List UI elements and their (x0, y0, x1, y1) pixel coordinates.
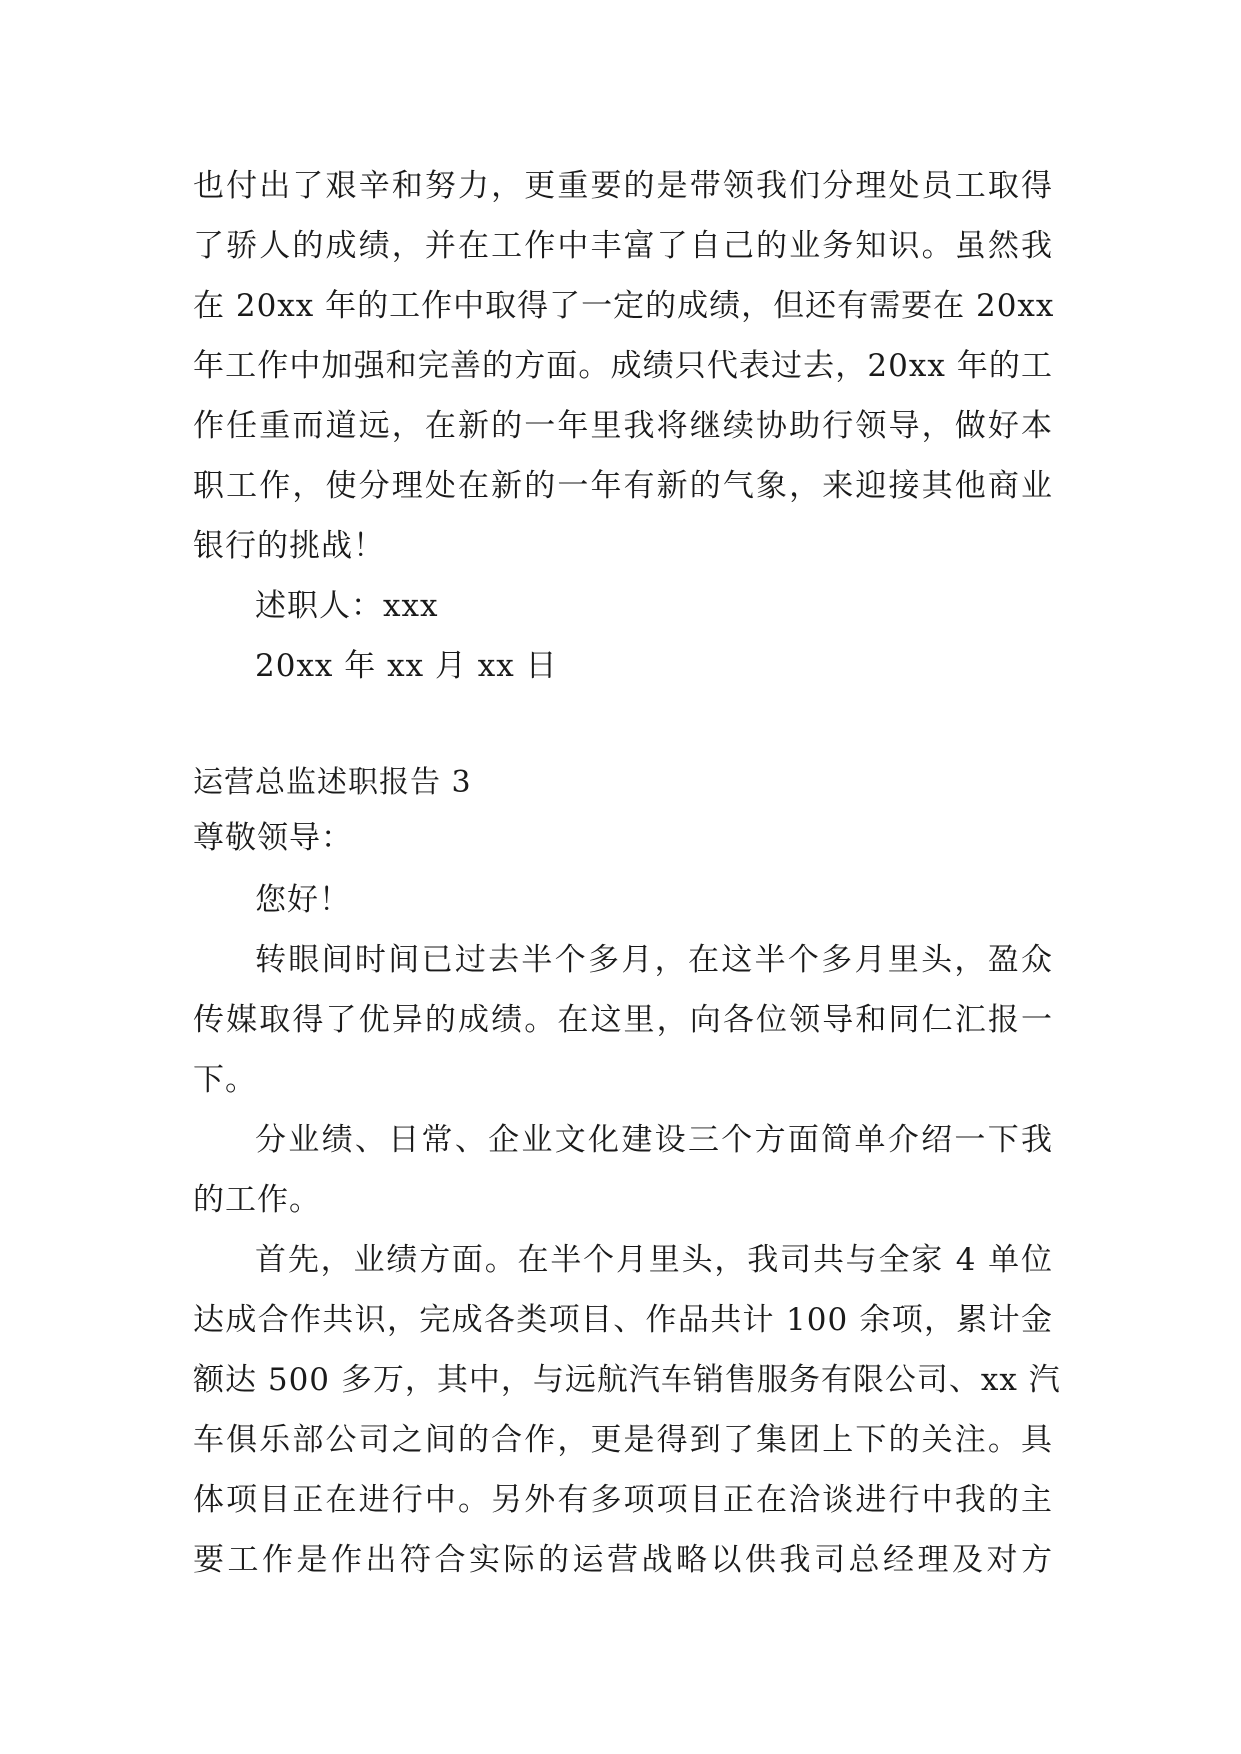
salutation: 尊敬领导： (193, 820, 353, 856)
section-title: 运营总监述职报告 3 (193, 765, 472, 800)
body-text-line: 职工作，使分理处在新的一年有新的气象，来迎接其他商业 (193, 468, 1053, 504)
paragraph-line: 转眼间时间已过去半个多月，在这半个多月里头，盈众 (255, 942, 1053, 978)
body-text-line: 在 20xx 年的工作中取得了一定的成绩，但还有需要在 20xx (193, 288, 1055, 324)
greeting: 您好！ (255, 882, 351, 918)
paragraph-line: 体项目正在进行中。另外有多项项目正在洽谈进行中我的主 (193, 1482, 1053, 1518)
paragraph-line: 车俱乐部公司之间的合作，更是得到了集团上下的关注。具 (193, 1422, 1053, 1458)
paragraph-line: 下。 (193, 1062, 257, 1098)
paragraph-line: 传媒取得了优异的成绩。在这里，向各位领导和同仁汇报一 (193, 1002, 1053, 1038)
paragraph-line: 分业绩、日常、企业文化建设三个方面简单介绍一下我 (255, 1122, 1053, 1158)
body-text-line: 年工作中加强和完善的方面。成绩只代表过去，20xx 年的工 (193, 348, 1053, 384)
paragraph-line: 首先，业绩方面。在半个月里头，我司共与全家 4 单位 (255, 1242, 1053, 1278)
body-text-line: 作任重而道远，在新的一年里我将继续协助行领导，做好本 (193, 408, 1053, 444)
body-text-line: 银行的挑战！ (193, 528, 385, 564)
paragraph-line: 的工作。 (193, 1182, 321, 1218)
body-text-line: 也付出了艰辛和努力，更重要的是带领我们分理处员工取得 (193, 168, 1053, 204)
paragraph-line: 要工作是作出符合实际的运营战略以供我司总经理及对方 (193, 1542, 1053, 1578)
signature: 述职人：xxx (255, 588, 439, 624)
body-text-line: 了骄人的成绩，并在工作中丰富了自己的业务知识。虽然我 (193, 228, 1053, 264)
paragraph-line: 达成合作共识，完成各类项目、作品共计 100 余项，累计金 (193, 1302, 1053, 1338)
date: 20xx 年 xx 月 xx 日 (255, 648, 558, 684)
paragraph-line: 额达 500 多万，其中，与远航汽车销售服务有限公司、xx 汽 (193, 1362, 1061, 1398)
